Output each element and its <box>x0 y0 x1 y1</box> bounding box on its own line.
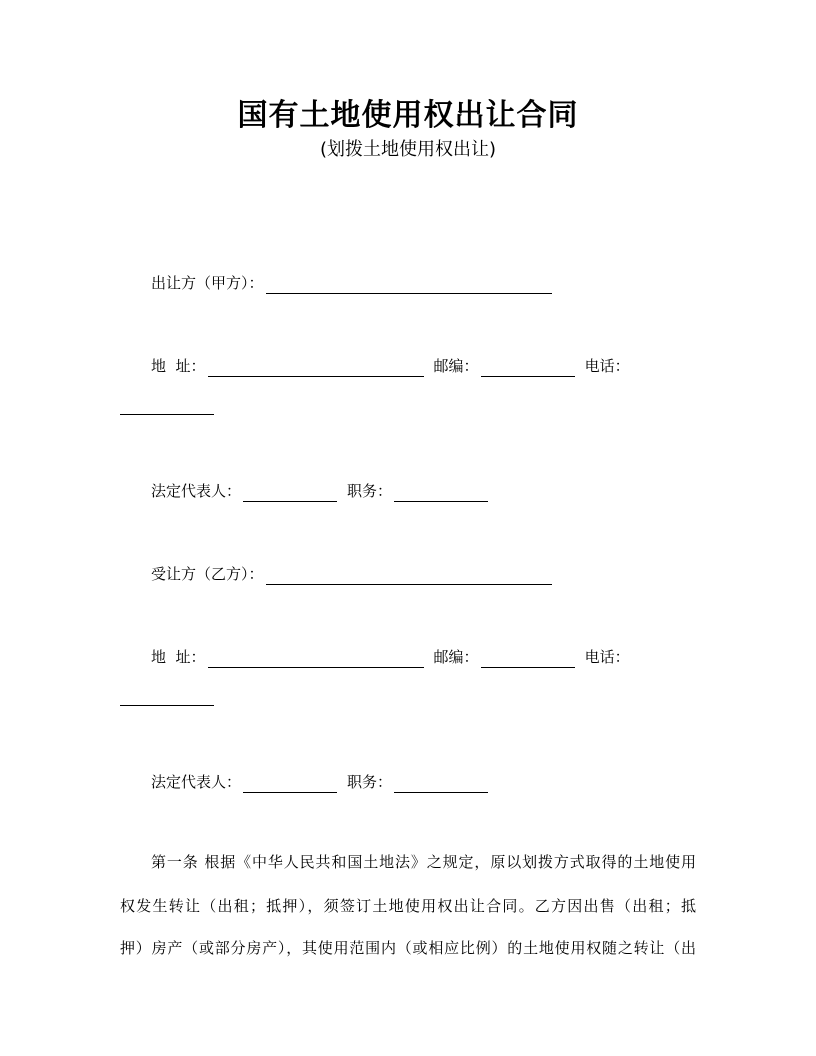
party-a-rep-line <box>151 480 490 502</box>
grantor-name-blank[interactable] <box>266 277 552 294</box>
party-a-address-label: 地 址： <box>151 357 206 375</box>
party-b-rep-label: 法定代表人： <box>151 773 242 791</box>
party-b-phone-line <box>120 689 216 706</box>
document-title: 国有土地使用权出让合同 <box>237 98 579 133</box>
article-1-line-3: 押）房产（或部分房产），其使用范围内（或相应比例）的土地使用权随之转让（出 <box>120 939 696 957</box>
party-b-rep-blank[interactable] <box>243 776 337 793</box>
grantee-label: 受让方（乙方）： <box>151 565 264 583</box>
party-b-phone-blank[interactable] <box>120 689 214 706</box>
article-1-line-2: 权发生转让（出租；抵押），须签订土地使用权出让合同。乙方因出售（出租；抵 <box>120 897 696 915</box>
party-a-address-line <box>151 355 630 377</box>
party-a-phone-line <box>120 398 216 415</box>
party-b-postcode-label: 邮编： <box>433 648 479 666</box>
party-b-address-label: 地 址： <box>151 648 206 666</box>
party-a-position-blank[interactable] <box>394 485 488 502</box>
grantee-line <box>151 563 554 585</box>
article-1-line-1: 第一条 根据《中华人民共和国土地法》之规定，原以划拨方式取得的土地使用 <box>151 853 696 871</box>
party-b-address-blank[interactable] <box>208 651 424 668</box>
party-b-postcode-blank[interactable] <box>481 651 575 668</box>
party-b-position-label: 职务： <box>347 773 393 791</box>
party-b-address-line <box>151 646 630 668</box>
party-a-phone-blank[interactable] <box>120 398 214 415</box>
party-a-phone-label: 电话： <box>584 357 630 375</box>
party-b-position-blank[interactable] <box>394 776 488 793</box>
party-a-rep-blank[interactable] <box>243 485 337 502</box>
party-a-address-blank[interactable] <box>208 360 424 377</box>
document-subtitle: (划拨土地使用权出让) <box>319 139 497 160</box>
grantee-name-blank[interactable] <box>266 568 552 585</box>
party-a-postcode-label: 邮编： <box>433 357 479 375</box>
party-a-rep-label: 法定代表人： <box>151 482 242 500</box>
grantor-line <box>151 272 554 294</box>
party-a-postcode-blank[interactable] <box>481 360 575 377</box>
party-a-position-label: 职务： <box>347 482 393 500</box>
party-b-rep-line <box>151 771 490 793</box>
party-b-phone-label: 电话： <box>584 648 630 666</box>
grantor-label: 出让方（甲方）： <box>151 274 264 292</box>
